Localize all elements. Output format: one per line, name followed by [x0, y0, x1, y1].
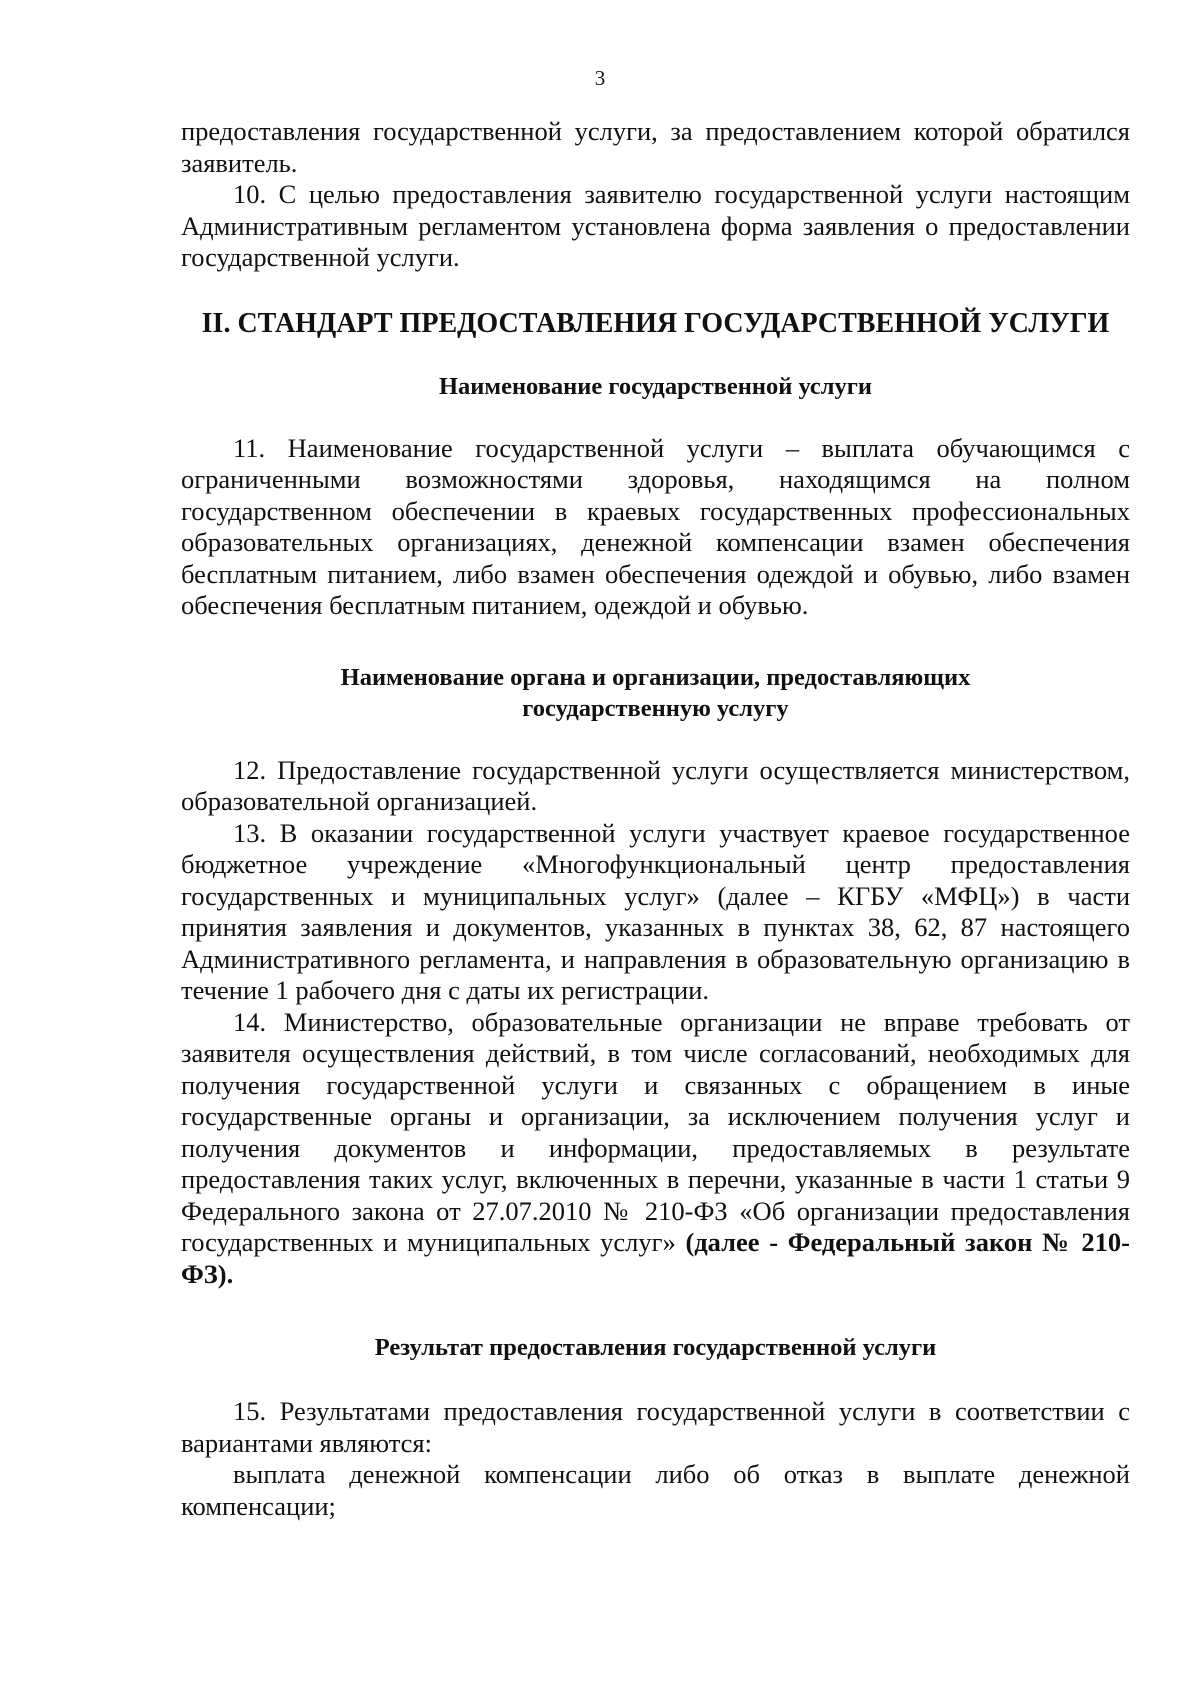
paragraph-15: 15. Результатами предоставления государственной услуги в соответствии с вариантами являются:: [181, 1396, 1130, 1458]
paragraph-14: [181, 1007, 1130, 1291]
paragraph-11: 11. Наименование государственной услуги – выплата обучающимся с ограниченными возможностями здоровья, находящимся на полном государственном обеспечении в краевых государственных профессиональных образовательных организациях, денежной компенсации взамен обеспечения бесплатным питанием, либо взамен обеспечения одеждой и обувью, либо взамен обеспечения бесплатным питанием, одеждой и обувью.: [181, 432, 1130, 620]
paragraph-12: 12. Предоставление государственной услуги осуществляется министерством, образовательной организацией.: [181, 754, 1130, 816]
document-body: [181, 116, 1130, 1522]
paragraph-continuation: предоставления государственной услуги, за предоставлением которой обратился заявитель.: [181, 116, 1130, 178]
paragraph-14-text: 14. Министерство, образовательные организации не вправе требовать от заявителя осуществления действий, в том числе согласований, необходимых для получения государственной услуги и связанных с обращением в иные государственные органы и организации, за исключением получения услуг и получения документов и информации, предоставляемых в результате предоставления таких услуг, включенных в перечни, указанные в части 1 статьи 9 Федерального закона от 27.07.2010 № 210-ФЗ «Об организации предоставления государственных и муниципальных услуг»: [181, 1006, 1130, 1257]
subheading-service-name: Наименование государственной услуги: [438, 372, 873, 400]
paragraph-15-item: выплата денежной компенсации либо об отказ в выплате денежной компенсации;: [181, 1459, 1130, 1521]
subheading-providing-body: Наименование органа и организации, предоставляющих государственную услугу: [340, 663, 971, 722]
page-number: 3: [594, 66, 606, 90]
section-title: II. СТАНДАРТ ПРЕДОСТАВЛЕНИЯ ГОСУДАРСТВЕННОЙ УСЛУГИ: [201, 307, 1110, 339]
paragraph-10: 10. С целью предоставления заявителю государственной услуги настоящим Административным регламентом установлена форма заявления о предоставлении государственной услуги.: [181, 179, 1130, 272]
paragraph-13: 13. В оказании государственной услуги участвует краевое государственное бюджетное учреждение «Многофункциональный центр предоставления государственных и муниципальных услуг» (далее – КГБУ «МФЦ») в части принятия заявления и документов, указанных в пунктах 38, 62, 87 настоящего Административного регламента, и направления в образовательную организацию в течение 1 рабочего дня с даты их регистрации.: [181, 817, 1130, 1005]
subheading-result: Результат предоставления государственной услуги: [374, 1334, 937, 1361]
paragraph-14-reference: (далее - Федеральный закон № 210-ФЗ).: [181, 1227, 1130, 1289]
